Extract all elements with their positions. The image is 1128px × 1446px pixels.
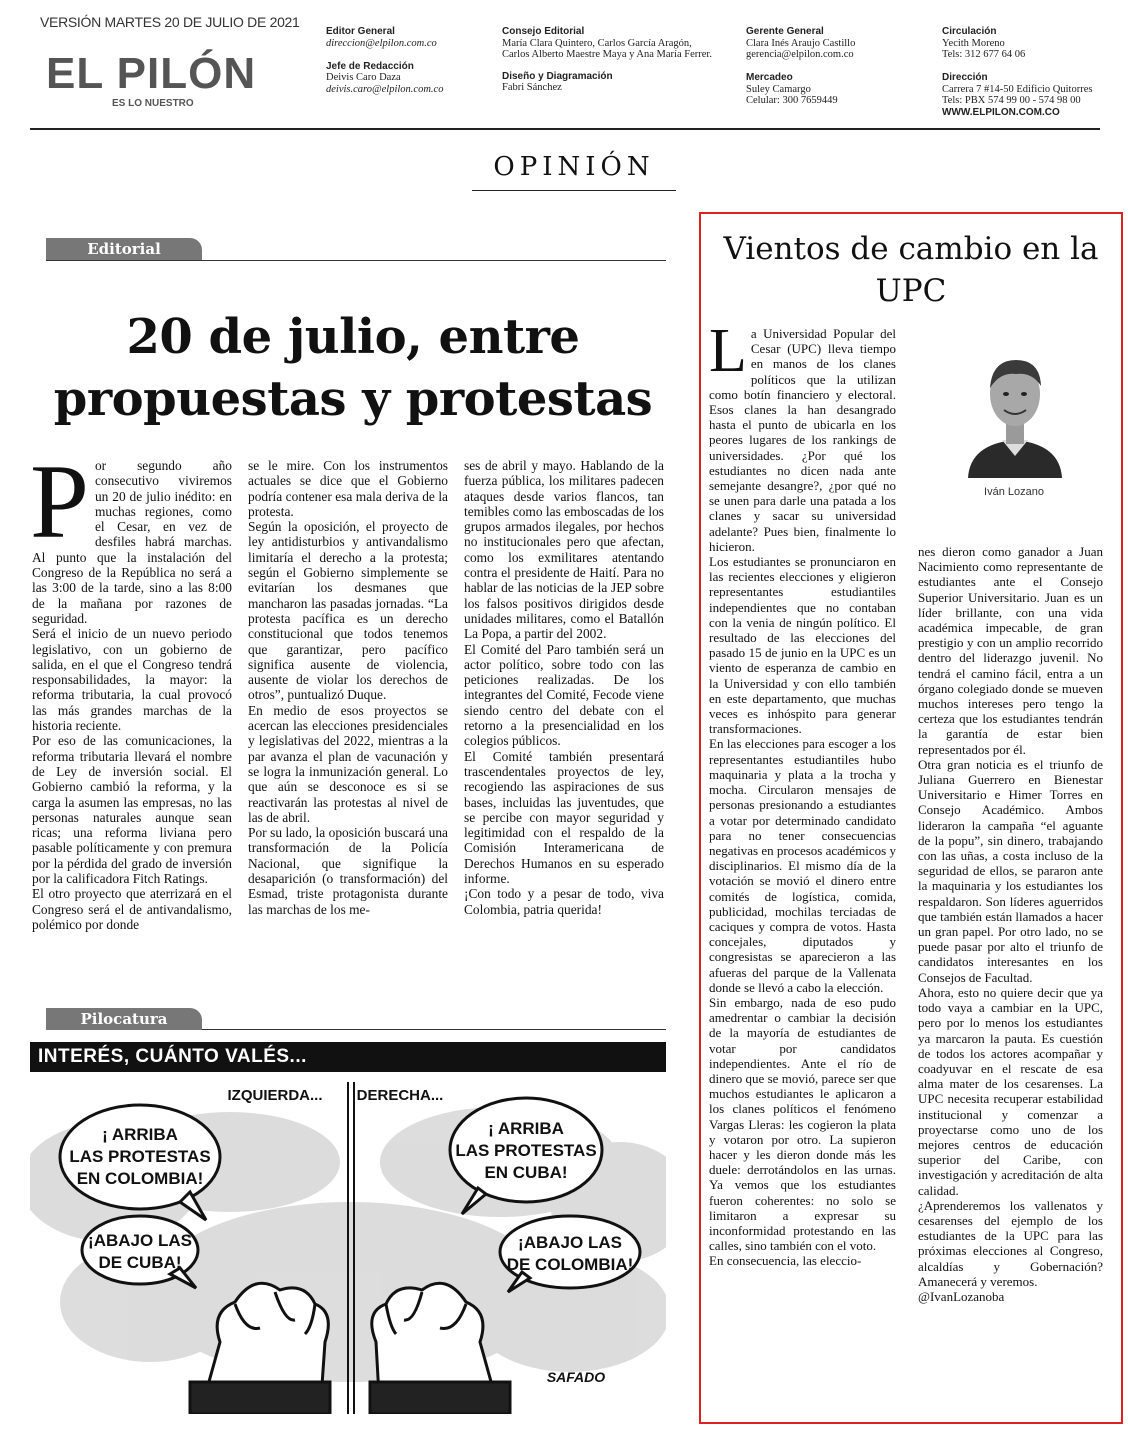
- author-handle[interactable]: @IvanLozanoba: [918, 1288, 1005, 1304]
- staff-email: direccion@elpilon.com.co: [326, 37, 437, 49]
- newspaper-logo: EL PILÓN: [46, 49, 257, 98]
- pilocatura-tab: Pilocatura: [46, 1008, 202, 1030]
- cartoon-title-bar: INTERÉS, CUÁNTO VALÉS...: [30, 1042, 666, 1072]
- bubble-text: ¡ABAJO LAS: [518, 1233, 622, 1252]
- right-label: DERECHA...: [356, 1087, 444, 1104]
- editorial-tab: Editorial: [46, 238, 202, 260]
- paragraph: Ahora, esto no quiere decir que ya todo vaya a cambiar en la UPC, pero por lo menos los estudiantes ya marcaron la pauta. Es cuestión de todos los actores acompañar y coadyuvar en el rescate de esa alma mater de los cesarenses. La UPC necesita recuperar estabilidad institucional y comenzar a proyectarse como uno de los mejores centros de educación superior del Caribe, con investigación y acreditación de alta calidad.: [918, 984, 1103, 1198]
- staff-consejo: [502, 26, 714, 94]
- staff-title: Jefe de Redacción: [326, 60, 414, 72]
- paragraph: El Comité también presentará trascendentales proyectos de ley, recogiendo las aspiraciones de sus bases, incluidas las juventudes, que se percibe con mayor seguridad y legitimidad con el respaldo de la Comisión Interamericana de Derechos Humanos en su esperado informe.: [464, 748, 664, 887]
- newspaper-slogan: ES LO NUESTRO: [112, 98, 194, 109]
- edition-line: VERSIÓN MARTES 20 DE JULIO DE 2021: [40, 14, 300, 30]
- paragraph: Por su lado, la oposición buscará una transformación de la Policía Nacional, que signifique la desaparición (o transformación) del Esmad, triste protagonista durante las marchas de los me-: [248, 825, 448, 917]
- left-label: IZQUIERDA...: [227, 1087, 323, 1104]
- bubble-text: LAS PROTESTAS: [455, 1141, 597, 1160]
- cartoonist-signature: SAFADO: [546, 1369, 606, 1385]
- paragraph: se le mire. Con los instrumentos actuales se dice que el Gobierno podría contener esa mala deriva de la protesta.: [248, 458, 448, 519]
- staff-name: Yecith Moreno: [942, 37, 1005, 49]
- column-text-1: [709, 317, 896, 1269]
- editorial-headline: 20 de julio, entre propuestas y protestas: [53, 309, 653, 427]
- staff-phone: Tels: PBX 574 99 00 - 574 98 00: [942, 95, 1081, 106]
- bubble-text: DE CUBA!: [98, 1253, 182, 1272]
- staff-title: Gerente General: [746, 26, 824, 37]
- staff-editor: [326, 26, 486, 95]
- paragraph: Según la oposición, el proyecto de ley antidisturbios y antivandalismo limitaría el derecho a la protesta; según el Gobierno simplemente se evitarían los desmanes que mancharon las pasadas jornadas. “La protesta pacífica es un derecho constitucional que todos tenemos que garantizar, pero pacífico significa ausente de violencia, ausente de violar los derechos de otros”, puntualizó Duque.: [248, 519, 448, 703]
- staff-title: Consejo Editorial: [502, 26, 585, 37]
- staff-title: Diseño y Diagramación: [502, 70, 613, 82]
- staff-title: Dirección: [942, 72, 988, 83]
- drop-cap: L: [709, 317, 747, 385]
- paragraph: a Universidad Popular del Cesar (UPC) lleva tiempo en manos de los clanes políticos que la utilizan como botín financiero y electoral. Esos clanes la han desangrado hasta el punto de ubicarla en los peores lugares de los rankings de universidades. ¿Por qué los estudiantes no dicen nada ante semejante desangre?, ¿por qué no se unen para darle una patada a los clanes y sacar su universidad adelante? Pues bien, finalmente lo hicieron.: [709, 326, 896, 554]
- staff-title: Mercadeo: [746, 72, 793, 83]
- section-title: OPINIÓN: [493, 152, 655, 182]
- author-photo: [960, 348, 1070, 478]
- website-link[interactable]: WWW.ELPILON.COM.CO: [942, 106, 1060, 118]
- paragraph: or segundo año consecutivo viviremos un 20 de julio inédito: en muchas regiones, como el Cesar, en vez de desfiles habrá marchas. Al punto que la instalación del Congreso de la República no será a las 3:00 de la tarde, sino a las 8:00 de la mañana por razones de seguridad.: [32, 458, 232, 626]
- staff-name: Deivis Caro Daza: [326, 72, 401, 83]
- bubble-text: EN CUBA!: [484, 1163, 568, 1182]
- masthead-rule: [30, 128, 1100, 130]
- paragraph: ¿Aprenderemos los vallenatos y cesarenses del ejemplo de los estudiantes de la UPC para las próximas elecciones al Congreso, alcaldías y Gobernación? Amanecerá y veremos.: [918, 1197, 1103, 1289]
- paragraph: El Comité del Paro también será un actor político, sobre todo con las peticiones realizadas. De los integrantes del Comité, Fecode viene siendo centro del debate con el retorno a la presencialidad en los colegios públicos.: [464, 641, 664, 749]
- paragraph: nes dieron como ganador a Juan Nacimiento como representante de estudiantes ante el Consejo Superior Universitario. Juan es un líder brillante, con una vida académica impecable, de gran prestigio y con un amplio recorrido dentro del liderazgo juvenil. No tendrá el camino fácil, entra a un órgano colegiado donde se mueven muchos intereses pero tengo la certeza que los estudiantes tendrán la garantía de estar bien representados por él.: [918, 544, 1103, 757]
- paragraph: El otro proyecto que aterrizará en el Congreso será el de antivandalismo, polémico por donde: [32, 886, 232, 932]
- staff-name: María Clara Quintero, Carlos García Aragón, Carlos Alberto Maestre Maya y Ana María Ferrer.: [502, 37, 712, 60]
- staff-title: Circulación: [942, 26, 997, 37]
- drop-cap: P: [30, 443, 89, 560]
- column-title: Vientos de cambio en la UPC: [723, 231, 1099, 309]
- staff-email: gerencia@elpilon.com.co: [746, 49, 854, 60]
- bubble-text: DE COLOMBIA!: [506, 1255, 634, 1274]
- staff-address: Carrera 7 #14-50 Edificio Quitorres: [942, 83, 1093, 95]
- paragraph: Será el inicio de un nuevo periodo legislativo, con un gobierno de salida, en el que el Congreso tendrá responsabilidades, la mayor: la reforma tributaria, la cual provocó las más grandes marchas de la historia reciente.: [32, 626, 232, 734]
- paragraph: En consecuencia, las eleccio-: [709, 1253, 862, 1269]
- bubble-text: ¡ABAJO LAS: [88, 1231, 192, 1250]
- paragraph: Sin embargo, nada de eso pudo amedrentar o cambiar la decisión de la mayoría de estudiantes de votar por candidatos independientes. Ante el río de dinero que se movió, parece ser que muchos estudiantes le aplicaron a los clanes políticos el fenómeno Vargas Lleras: les cogieron la plata y votaron por otro. La supieron hacer y les dieron donde más les duele: derrotándolos en las urnas. Ya vemos que los estudiantes fueron coherentes: no solo se limitaron a expresar su inconformidad protestando en las calles, sino también con el voto.: [709, 994, 896, 1254]
- staff-gerente: [746, 26, 916, 107]
- editorial-column-2: [248, 458, 448, 917]
- paragraph: Otra gran noticia es el triunfo de Juliana Guerrero en Bienestar Universitario e Himer Torres en Consejo Académico. Ambos lideraron la campaña “el aguante de la popu”, sin dinero, trabajando con las uñas, a costa incluso de la seguridad de ellos, se pararon ante la maquinaria y los estudiantes los respaldaron. Son líderes aguerridos que también están llamados a hacer un gran papel. Por otro lado, no se puede pasar por alto el triunfo de candidatos interesantes en los Consejos de Facultad.: [918, 756, 1103, 985]
- cartoon: [30, 1042, 666, 1414]
- bubble-text: EN COLOMBIA!: [76, 1169, 204, 1188]
- staff-title: Editor General: [326, 26, 395, 37]
- section-rule: [472, 190, 676, 191]
- paragraph: En medio de esos proyectos se acercan las elecciones presidenciales y legislativas del 2022, mientras a la par avanza el plan de vacunación y se logra la inmunización general. Lo que aún se desconoce es si se reactivarán las protestas al nivel de las de abril.: [248, 702, 448, 825]
- staff-phone: Tels: 312 677 64 06: [942, 49, 1026, 60]
- bubble-text: ¡ ARRIBA: [102, 1125, 178, 1144]
- bubble-text: LAS PROTESTAS: [69, 1147, 211, 1166]
- paragraph: Por eso de las comunicaciones, la reforma tributaria llevará el nombre de Ley de inversión social. El Gobierno cambió la reforma, y la carga la asumen las empresas, no las personas naturales aunque sean ricas; una reforma liviana pero pasable políticamente y con premura por la pérdida del grado de inversión por la calificadora Fitch Ratings.: [32, 733, 232, 887]
- staff-name: Clara Inés Araujo Castillo: [746, 37, 856, 49]
- column-text-2: [918, 544, 1103, 1304]
- bubble-text: ¡ ARRIBA: [488, 1119, 564, 1138]
- staff-name: Fabri Sánchez: [502, 82, 562, 93]
- author-name: Iván Lozano: [984, 486, 1044, 498]
- staff-name: Suley Camargo: [746, 83, 811, 95]
- editorial-column-1: [30, 443, 232, 932]
- editorial-column-3: [464, 458, 664, 917]
- paragraph: ses de abril y mayo. Hablando de la fuerza pública, los militares padecen ataques desde varios flancos, tan temibles como las emboscadas de los grupos armados ilegales, por hechos no institucionales pero que afectan, como los exmilitares atentando contra el presidente de Haití. Para no hablar de las noticias de la JEP sobre los falsos positivos dirigidos desde unidades militares, como el Batallón La Popa, a partir del 2002.: [464, 458, 664, 642]
- staff-circulacion: [942, 26, 1112, 118]
- editorial-tab-line: [46, 260, 666, 261]
- staff-email: deivis.caro@elpilon.com.co: [326, 83, 444, 95]
- paragraph: En las elecciones para escoger a los representantes estudiantiles hubo maquinaria y plata a la trocha y mocha. Circularon mensajes de personas presionando a estudiantes a votar por determinado candidato para no tener consecuencias negativas en procesos académicos y disciplinarios. El mismo día de la votación se movió el dinero entre comités de logística, comida, publicidad, mochilas terciadas de caciques y compra de votos. Hasta concejales, diputados y congresistas se aparecieron a las afueras del parque de la Vallenata donde se llevó a cabo la elección.: [709, 736, 896, 995]
- paragraph: ¡Con todo y a pesar de todo, viva Colombia, patria querida!: [464, 886, 664, 917]
- staff-phone: Celular: 300 7659449: [746, 95, 838, 106]
- paragraph: Los estudiantes se pronunciaron en las recientes elecciones y eligieron representantes estudiantiles independientes que no contaban con la venia de ningún político. El resultado de las elecciones del pasado 15 de junio en la UPC es un viento de esperanza de cambio en la Universidad y con ello también en este departamento, que muchas veces es inhóspito para generar transformaciones.: [709, 554, 896, 737]
